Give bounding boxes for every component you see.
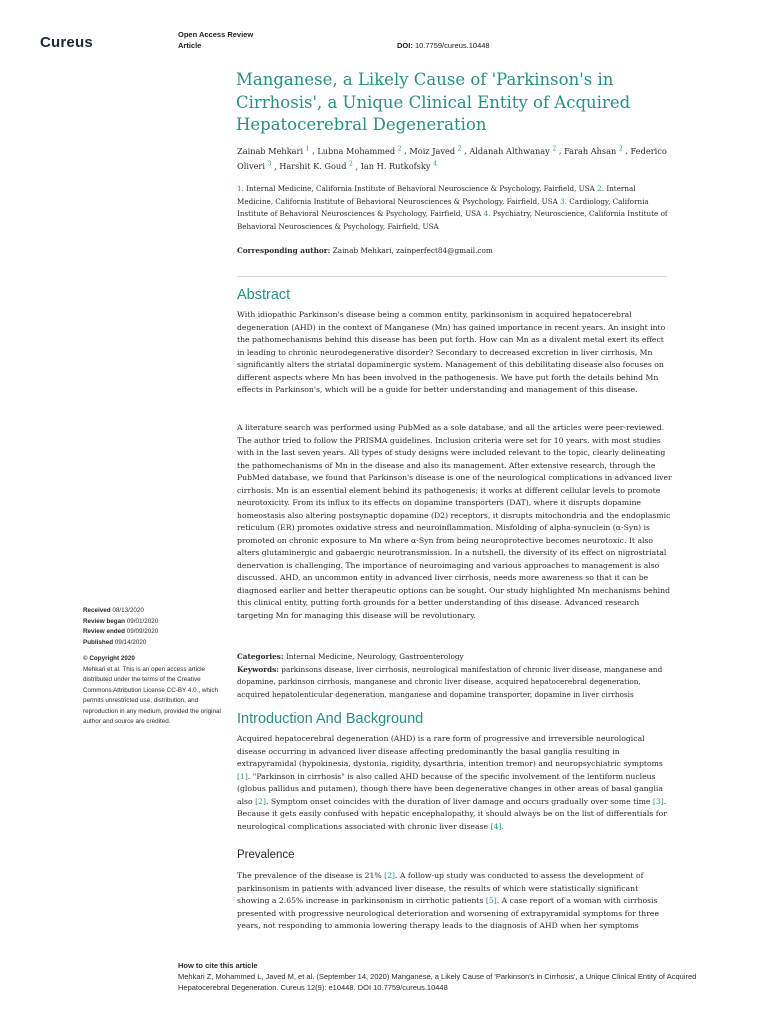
section-divider	[237, 276, 667, 277]
categories-keywords	[237, 651, 673, 701]
abstract-paragraph-1: With idiopathic Parkinson's disease being a common entity, parkinsonism in acquired hepatocerebral degeneration (AHD) in the context of Manganese (Mn) has gained importance in recent years. An insight into the pathomechanisms behind this disease has been put forth. How can Mn as a divalent metal exert its effect in leading to chronic neurodegenerative disorder? Secondary to decreased excretion in liver cirrhosis, Mn significantly alters the striatal dopaminergic system. Management of this debilitating disease also focuses on different aspects where Mn has been involved in the pathogenesis. We have put forth the details behind Mn effects in Parkinson's, which will be a guide for better understanding and management of this disease.	[237, 310, 666, 394]
published-date: Published 09/14/2020	[83, 638, 147, 646]
author[interactable]: Harshit K. Goud $^2$	[279, 160, 353, 172]
how-to-cite-text: Mehkari Z, Mohammed L, Javed M, et al. (September 14, 2020) Manganese, a Likely Cause of 'Parkinson's in Cirrhosis', a Unique Clinical Entity of Acquired Hepatocerebral Degeneration. Cureus 12(9): e10448. DOI 10.7759/cureus.10448	[178, 972, 697, 992]
author[interactable]: Ian H. Rutkofsky $^4$	[360, 160, 437, 172]
reference-link[interactable]: [1]	[237, 771, 248, 781]
intro-heading: Introduction And Background	[237, 711, 424, 727]
review-ended-date: Review ended 09/09/2020	[83, 628, 159, 635]
reference-link[interactable]: [5]	[485, 896, 497, 905]
copyright-block	[83, 654, 223, 728]
publication-history	[83, 606, 223, 648]
doi-label: DOI:	[397, 41, 413, 50]
prevalence-paragraph: The prevalence of the disease is 21% [2]. A follow-up study was conducted to assess the development of parkinsonism in patients with advanced liver disease, the results of which were statistically significant showing a 2.65% increase in parkinsonism in cirrhotic patients [5]. A case report of a woman with cirrhosis presented with progressive neurological deterioration and worsening of extrapyramidal symptoms for three years, not responding to ammonia lowering therapy leads to the diagnosis of AHD when her symptoms	[237, 871, 660, 930]
author[interactable]: Moiz Javed $^2$	[409, 145, 462, 156]
abstract-paragraph-2: A literature search was performed using PubMed as a sole database, and all the articles were peer-reviewed. The author tried to follow the PRISMA guidelines. Inclusion criteria were set for 10 years, with most studies with in the last seven years. All types of study designs were included relevant to the topic, clearly delineating the pathomechanisms of Mn in the disease and also its management. After extensive research, through the PubMed database, we found that Parkinson's disease is one of the neurological complications in advanced liver cirrhosis. Mn is an essential element behind its pathogenesis; it works at different cellular levels to promote neurotoxicity. From its influx to its effects on dopamine transporters (DAT), where it disrupts dopamine homeostasis also altering postsynaptic dopamine (D2) receptors, it disrupts mitochondria and the endoplasmic reticulum (ER) promotes oxidative stress and neuroinflammation. Misfolding of alpha-synuclein (α-Syn) is promoted on chronic exposure to Mn where α-Syn from being neuroprotective becomes neurotoxic. It also alters glutaminergic and gabaergic neurotransmission. In a nutshell, the diversity of its effect on nigrostriatal denervation is challenging. The importance of neuroimaging and various approaches to management is also discussed. AHD, an uncommon entity in advanced liver cirrhosis, needs more awareness so that it can be diagnosed earlier and better therapeutic options can be sought. Our study highlighted Mn mechanisms behind this clinical entity, putting forth grounds for a better understanding of this disease. Advanced research targeting Mn for managing this disease will be revolutionary.	[237, 423, 672, 620]
categories: Categories: Internal Medicine, Neurology, Gastroenterology	[237, 652, 464, 661]
author[interactable]: Federico Oliveri $^3$	[237, 145, 667, 172]
article-type-line1: Open Access Review	[178, 30, 254, 39]
affiliations	[237, 183, 673, 233]
reference-link[interactable]: [3]	[652, 796, 664, 806]
how-to-cite	[178, 960, 738, 993]
reference-link[interactable]: [2]	[384, 871, 396, 880]
author[interactable]: Lubna Mohammed $^2$	[317, 145, 402, 156]
prevalence-heading: Prevalence	[237, 849, 295, 861]
affiliation-number: 1.	[237, 184, 244, 193]
keywords: Keywords: parkinsons disease, liver cirrhosis, neurological manifestation of chronic liver disease, manganese and dopamine, parkinson cirrhosis, manganese and chronic liver disease, acquired hepatocerebral degeneration, acquired hepatolenticular degeneration, manganese and dopamine transporter, dopamine in liver cirrhosis	[237, 664, 663, 699]
article-type-line2: Article	[178, 40, 202, 50]
affiliation-number: 2.	[597, 184, 605, 193]
how-to-cite-heading: How to cite this article	[178, 961, 258, 970]
affiliation-text: Internal Medicine, California Institute of Behavioral Neurosciences & Psychology, Fairfield, USA	[237, 184, 636, 206]
reference-link[interactable]: [2]	[255, 796, 266, 806]
affiliation-number: 3.	[560, 196, 567, 206]
article-type	[178, 30, 253, 51]
author[interactable]: Aldanah Althwanay $^2$	[469, 145, 557, 156]
copyright-line: © Copyright 2020	[83, 655, 135, 662]
review-began-date: Review began 09/01/2020	[83, 617, 159, 625]
reference-link[interactable]: [4]	[490, 821, 502, 831]
journal-logo: Cureus	[40, 34, 93, 51]
affiliation-text: Cardiology, California Institute of Behavioral Neurosciences & Psychology, Fairfield, USA	[237, 196, 649, 218]
intro-paragraph: Acquired hepatocerebral degeneration (AHD) is a rare form of progressive and irreversible neurological disease occurring in advanced liver disease affecting predominantly the basal ganglia resulting in extrapyramidal (hypokinesia, dystonia, rigidity, dysarthria, intention tremor) and neuropsychiatric symptoms [1]. "Parkinson in cirrhosis" is also called AHD because of the specific involvement of the lentiform nucleus (globus pallidus and putamen), though there have been degenerative changes in other areas of basal ganglia also [2]. Symptom onset coincides with the duration of liver damage and occurs gradually over some time [3]. Because it gets easily confused with hepatic encephalopathy, it should always be on the list of differentials for neurological complications associated with chronic liver disease [4].	[237, 734, 667, 831]
corresponding-author	[237, 246, 667, 255]
author[interactable]: Zainab Mehkari $^1$	[237, 145, 310, 156]
author[interactable]: Farah Ahsan $^2$	[564, 145, 623, 156]
affiliation-text: Psychiatry, Neuroscience, California Institute of Behavioral Neurosciences & Psychology, Fairfield, USA	[237, 209, 668, 231]
corresponding-value[interactable]: Zainab Mehkari, zainperfect84@gmail.com	[332, 246, 493, 255]
received-date: Received 08/13/2020	[83, 607, 144, 614]
abstract-heading: Abstract	[237, 287, 291, 303]
affiliation-text: Internal Medicine, California Institute of Behavioral Neuroscience & Psychology, Fairfield, USA	[246, 184, 595, 193]
license-text: Mehkari et al. This is an open access article distributed under the terms of the Creative Commons Attribution License CC-BY 4.0., which permits unrestricted use, distribution, and reproduction in any medium, provided the original author and source are credited.	[83, 665, 221, 725]
corresponding-label: Corresponding author:	[237, 246, 331, 255]
doi	[397, 41, 490, 50]
article-title: Manganese, a Likely Cause of 'Parkinson's in Cirrhosis', a Unique Clinical Entity of Acquired Hepatocerebral Degeneration	[236, 70, 631, 134]
doi-value[interactable]: 10.7759/cureus.10448	[414, 41, 490, 50]
affiliation-number: 4.	[483, 209, 491, 218]
author-list: Zainab Mehkari $^1$ , Lubna Mohammed $^2$ , Moiz Javed $^2$ , Aldanah Althwanay $^2$ , Farah Ahsan $^2$ , Federico Oliveri $^3$ , Harshit K. Goud $^2$ , Ian H. Rutkofsky $^4$	[237, 145, 667, 172]
